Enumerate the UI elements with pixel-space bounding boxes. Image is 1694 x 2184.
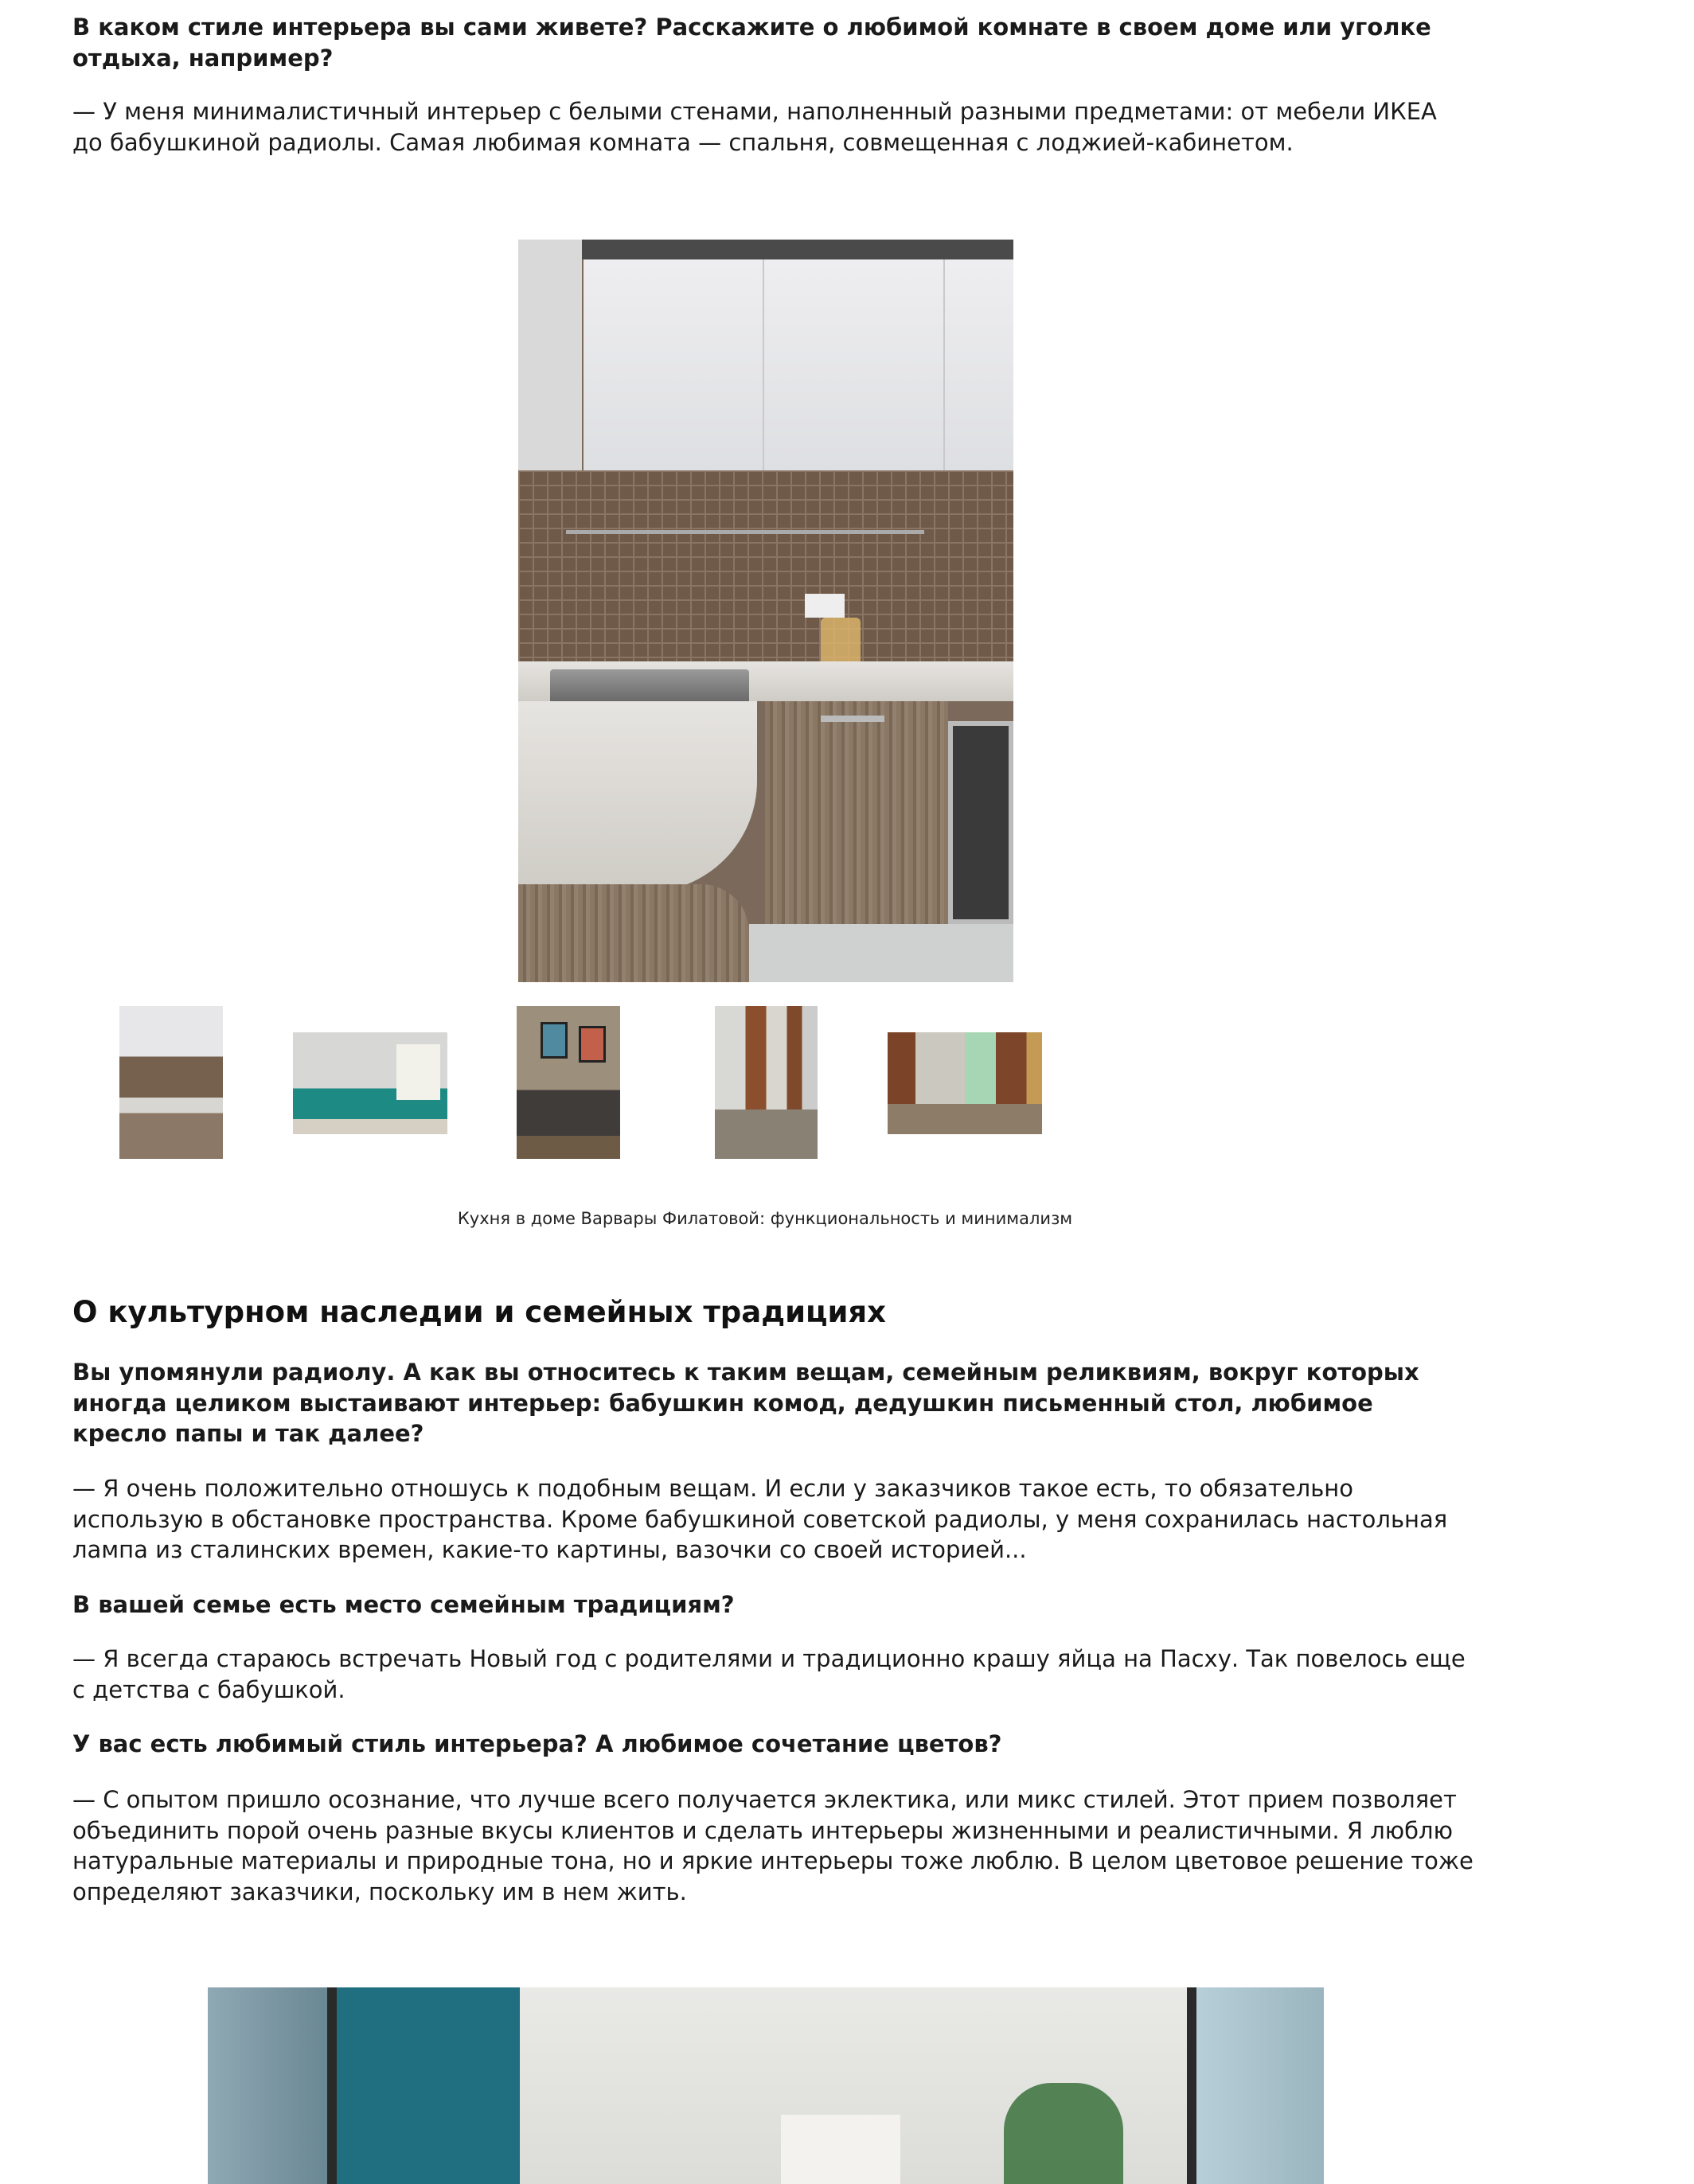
- gallery-thumbnail-living-room[interactable]: [517, 1006, 620, 1159]
- answer-favorite-style: — С опытом пришло осознание, что лучше всего получается эклектика, или микс стилей. Этот прием позволяет объединить порой очень разные вкусы клиентов и сделать интерьеры жизненными и реалистичными. Я люблю натуральные материалы и природные тона, но и яркие интерьеры тоже люблю. В целом цветовое решение тоже определяют заказчики, поскольку им в нем жить.: [72, 1786, 1473, 1905]
- question-interior-style: В каком стиле интерьера вы сами живете? Расскажите о любимой комнате в своем доме или уголке отдыха, например?: [72, 14, 1431, 72]
- gallery-caption: Кухня в доме Варвары Филатовой: функциональность и минимализм: [457, 1209, 1073, 1228]
- question-favorite-style: У вас есть любимый стиль интерьера? А любимое сочетание цветов?: [72, 1730, 1002, 1757]
- gallery-main-image-kitchen[interactable]: [518, 240, 1013, 982]
- answer-family-traditions: — Я всегда стараюсь встречать Новый год с родителями и традиционно крашу яйца на Пасху. Так повелось еще с детства с бабушкой.: [72, 1645, 1466, 1703]
- gallery-thumbnail-bedroom[interactable]: [293, 1032, 447, 1134]
- gallery-thumbnail-kitchen[interactable]: [119, 1006, 223, 1159]
- gallery-thumbnail-dining-room[interactable]: [715, 1006, 818, 1159]
- section-heading: О культурном наследии и семейных традициях: [72, 1295, 887, 1329]
- answer-family-relics: — Я очень положительно отношусь к подобным вещам. И если у заказчиков такое есть, то обязательно использую в обстановке пространства. Кроме бабушкиной советской радиолы, у меня сохранилась настольная лампа из сталинских времен, какие-то картины, вазочки со своей историей...: [72, 1475, 1448, 1563]
- question-family-relics: Вы упомянули радиолу. А как вы относитесь к таким вещам, семейным реликвиям, вокруг которых иногда целиком выстаивают интерьер: бабушкин комод, дедушкин письменный стол, любимое кресло папы и так далее?: [72, 1359, 1419, 1447]
- gallery-thumbnail-dining-hall[interactable]: [888, 1032, 1042, 1134]
- article-image-living-room[interactable]: [208, 1987, 1324, 2184]
- question-family-traditions: В вашей семье есть место семейным традициям?: [72, 1591, 735, 1618]
- answer-interior-style: — У меня минималистичный интерьер с белыми стенами, наполненный разными предметами: от мебели ИКЕА до бабушкиной радиолы. Самая любимая комната — спальня, совмещенная с лоджией-кабинетом.: [72, 98, 1437, 156]
